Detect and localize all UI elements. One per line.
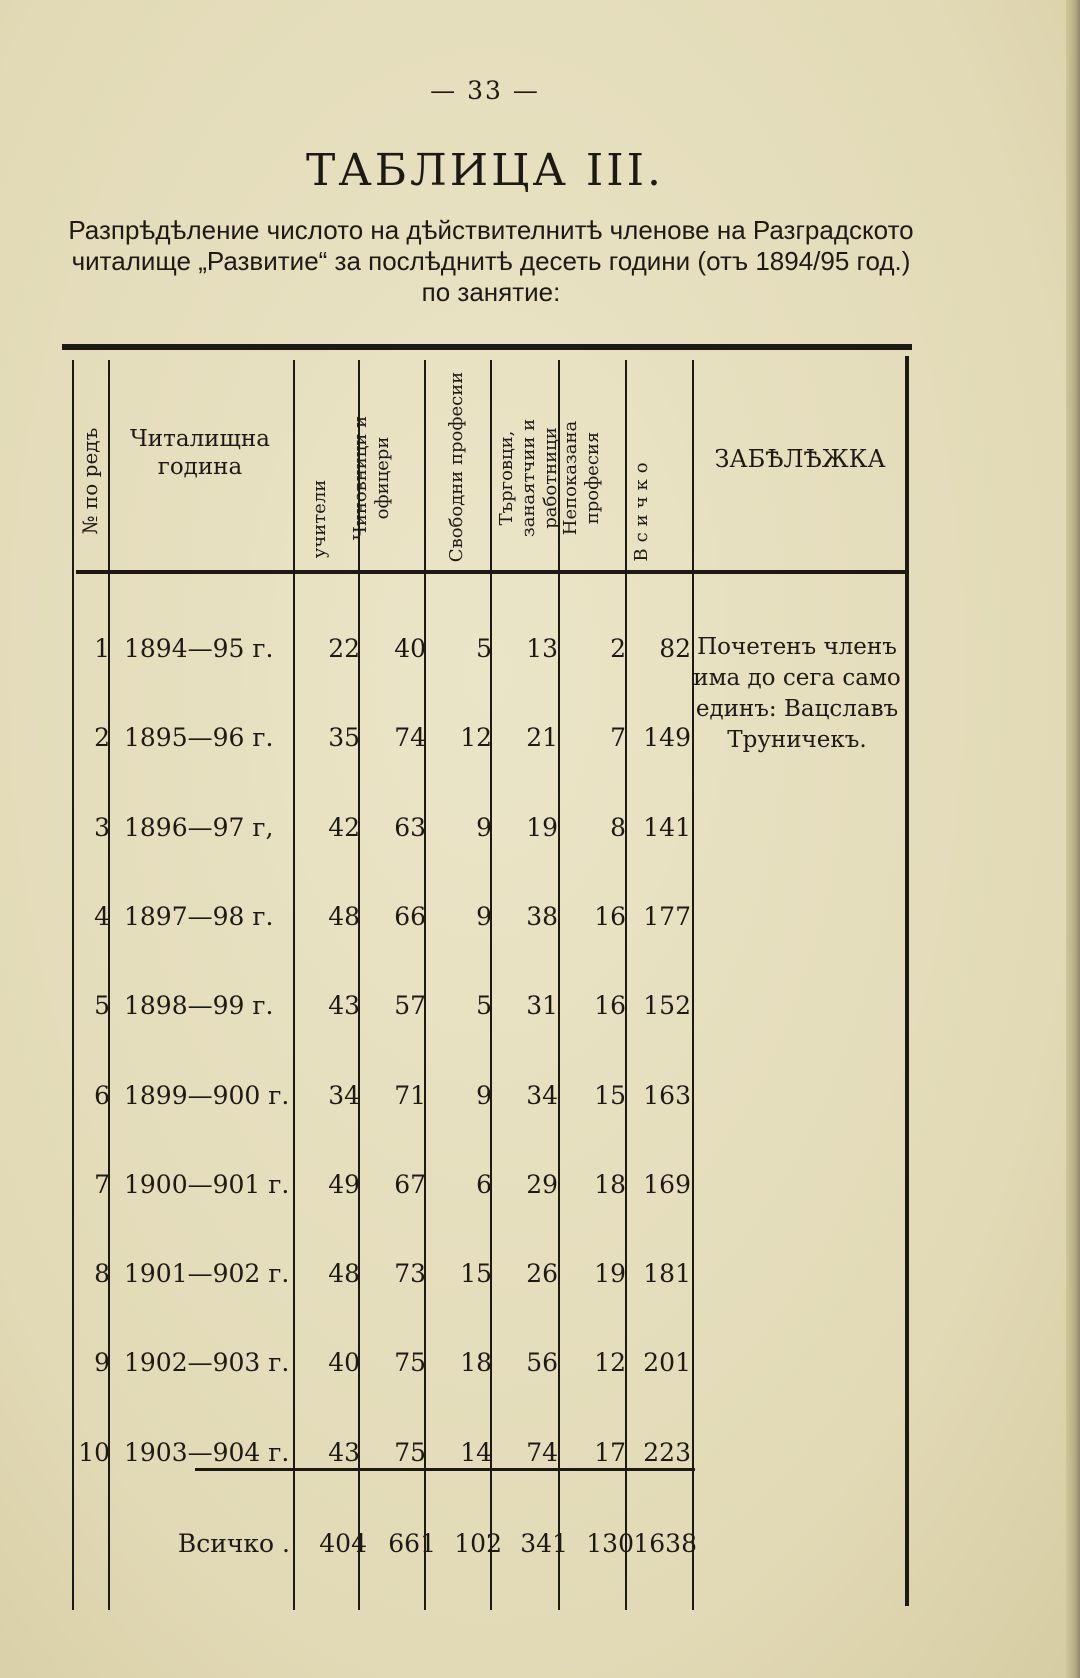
- totals-officials: 661: [388, 1529, 436, 1558]
- row-unknown: 16: [594, 991, 626, 1021]
- row-total: 141: [643, 812, 691, 842]
- row-free: 5: [476, 991, 492, 1021]
- row-teachers: 48: [328, 901, 360, 931]
- row-year: 1897—98 г.: [124, 901, 274, 931]
- row-unknown: 17: [594, 1437, 626, 1467]
- row-free: 15: [460, 1259, 492, 1289]
- row-year: 1901—902 г.: [124, 1259, 290, 1289]
- col-rule: [108, 360, 110, 1610]
- row-total: 152: [643, 991, 691, 1021]
- row-officials: 74: [394, 723, 426, 753]
- row-num: 4: [94, 901, 110, 931]
- row-officials: 66: [394, 901, 426, 931]
- row-num: 6: [94, 1080, 110, 1110]
- row-total: 181: [643, 1259, 691, 1289]
- row-officials: 73: [394, 1259, 426, 1289]
- row-total: 149: [643, 723, 691, 753]
- totals-teachers: 404: [319, 1529, 367, 1558]
- row-unknown: 19: [594, 1259, 626, 1289]
- row-free: 18: [460, 1348, 492, 1378]
- row-num: 8: [94, 1259, 110, 1289]
- col-rule: [905, 356, 909, 1606]
- header-year: Читалищна година: [130, 426, 270, 480]
- row-teachers: 49: [328, 1169, 360, 1199]
- header-unknown: Непоказана професия: [560, 420, 603, 536]
- row-officials: 71: [394, 1080, 426, 1110]
- row-teachers: 22: [328, 634, 360, 663]
- row-officials: 63: [394, 812, 426, 842]
- header-officials: Чиновници и офицери: [350, 415, 393, 541]
- row-num: 1: [94, 634, 110, 663]
- row-officials: 67: [394, 1169, 426, 1199]
- row-num: 2: [94, 723, 110, 753]
- row-year: 1899—900 г.: [124, 1080, 290, 1110]
- row-year: 1894—95 г.: [124, 634, 274, 663]
- header-teachers: учители: [309, 479, 330, 559]
- col-rule: [72, 360, 74, 1610]
- row-year: 1896—97 г,: [124, 812, 274, 842]
- row-free: 6: [476, 1169, 492, 1199]
- row-total: 201: [643, 1348, 691, 1378]
- row-year: 1895—96 г.: [124, 723, 274, 753]
- row-officials: 75: [394, 1437, 426, 1467]
- row-traders: 74: [526, 1437, 558, 1467]
- row-total: 177: [643, 901, 691, 931]
- row-teachers: 43: [328, 1437, 360, 1467]
- header-note: ЗАБѢЛѢЖКА: [714, 445, 886, 473]
- row-officials: 40: [394, 634, 426, 663]
- header-num: № по редъ: [78, 427, 102, 535]
- row-free: 12: [460, 723, 492, 753]
- top-rule: [62, 344, 912, 350]
- row-num: 10: [78, 1437, 110, 1467]
- row-free: 9: [476, 812, 492, 842]
- col-rule: [293, 360, 295, 1610]
- row-total: 82: [659, 634, 691, 663]
- totals-traders: 341: [520, 1529, 568, 1558]
- row-unknown: 12: [594, 1348, 626, 1378]
- page-number: — 33 —: [430, 76, 540, 105]
- row-total: 169: [643, 1169, 691, 1199]
- row-free: 9: [476, 1080, 492, 1110]
- row-officials: 75: [394, 1348, 426, 1378]
- row-traders: 29: [526, 1169, 558, 1199]
- totals-total: 1638: [633, 1529, 697, 1558]
- row-unknown: 16: [594, 901, 626, 931]
- row-free: 5: [476, 634, 492, 663]
- row-num: 9: [94, 1348, 110, 1378]
- row-num: 7: [94, 1169, 110, 1199]
- row-free: 14: [460, 1437, 492, 1467]
- table-caption: Разпрѣдѣление числото на дѣйствителнитѣ членове на Разградското читалище „Развитие“ за послѣднитѣ десеть години (отъ 1894/95 год.) по занятие:: [68, 215, 914, 307]
- row-officials: 57: [394, 991, 426, 1021]
- col-rule: [625, 360, 627, 1610]
- row-traders: 21: [526, 723, 558, 753]
- row-year: 1900—901 г.: [124, 1169, 290, 1199]
- row-traders: 38: [526, 901, 558, 931]
- row-unknown: 8: [610, 812, 626, 842]
- note-text: Почетенъ членъ има до сега само единъ: Вацславъ Труничекъ.: [693, 634, 901, 753]
- row-unknown: 18: [594, 1169, 626, 1199]
- row-traders: 19: [526, 812, 558, 842]
- totals-unknown: 130: [586, 1529, 634, 1558]
- row-teachers: 48: [328, 1259, 360, 1289]
- row-unknown: 7: [610, 723, 626, 753]
- totals-free: 102: [454, 1529, 502, 1558]
- row-total: 223: [643, 1437, 691, 1467]
- header-free: Свободни професии: [446, 371, 467, 563]
- row-unknown: 15: [594, 1080, 626, 1110]
- row-teachers: 35: [328, 723, 360, 753]
- row-traders: 26: [526, 1259, 558, 1289]
- table-title: ТАБЛИЦА III.: [306, 145, 664, 196]
- row-teachers: 40: [328, 1348, 360, 1378]
- row-year: 1903—904 г.: [124, 1437, 290, 1467]
- totals-label: Всичко .: [177, 1529, 290, 1558]
- row-traders: 34: [526, 1080, 558, 1110]
- header-total: Всичко: [631, 456, 652, 562]
- row-num: 5: [94, 991, 110, 1021]
- row-traders: 31: [526, 991, 558, 1021]
- col-rule: [490, 360, 492, 1610]
- row-num: 3: [94, 812, 110, 842]
- row-teachers: 34: [328, 1080, 360, 1110]
- row-teachers: 42: [328, 812, 360, 842]
- col-rule: [692, 360, 694, 1610]
- col-rule: [424, 360, 426, 1610]
- row-traders: 56: [526, 1348, 558, 1378]
- row-year: 1898—99 г.: [124, 991, 274, 1021]
- header-traders: Търговци, занаятчии и работници: [496, 418, 561, 538]
- row-total: 163: [643, 1080, 691, 1110]
- row-year: 1902—903 г.: [124, 1348, 290, 1378]
- row-teachers: 43: [328, 991, 360, 1021]
- row-free: 9: [476, 901, 492, 931]
- row-traders: 13: [526, 634, 558, 663]
- row-unknown: 2: [610, 634, 626, 663]
